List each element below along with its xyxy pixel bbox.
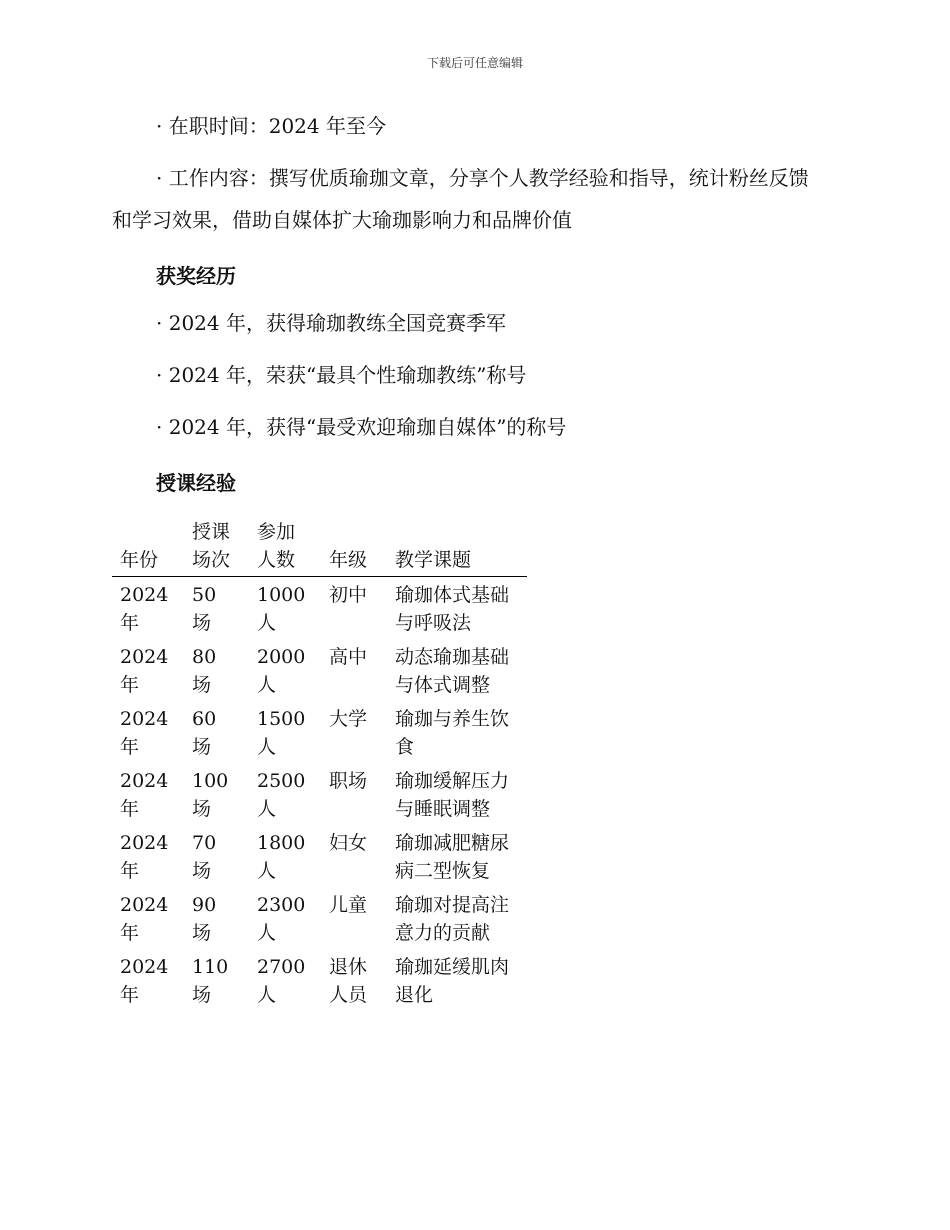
cell-grade: 高中 [329,646,368,668]
cell-sessions: 70 场 [192,832,217,882]
table-row [112,701,527,763]
cell-attendees: 1800 人 [257,832,306,882]
table-row [112,639,527,701]
teaching-heading: 授课经验 [156,471,236,495]
table-row [112,949,527,1011]
cell-attendees: 2000 人 [257,646,306,696]
table-row [112,825,527,887]
cell-year: 2024 年 [120,894,169,944]
column-header-topic: 教学课题 [387,518,527,577]
column-header-sessions: 授课场次 [184,518,249,577]
cell-topic: 瑜珈缓解压力与睡眠调整 [395,770,510,820]
cell-topic: 瑜珈体式基础与呼吸法 [395,584,510,634]
cell-year: 2024 年 [120,584,169,634]
cell-attendees: 1500 人 [257,708,306,758]
cell-grade: 儿童 [329,894,368,916]
cell-attendees: 2300 人 [257,894,306,944]
cell-sessions: 100 场 [192,770,229,820]
job-period: · 在职时间：2024 年至今 [156,114,386,138]
cell-sessions: 90 场 [192,894,217,944]
cell-year: 2024 年 [120,956,169,1006]
table-header-row [112,518,527,577]
award-item-1: · 2024 年，获得瑜珈教练全国竞赛季军 [156,311,506,335]
award-item-3: · 2024 年，获得“最受欢迎瑜珈自媒体”的称号 [156,415,567,439]
cell-sessions: 50 场 [192,584,217,634]
column-header-grade: 年级 [321,518,387,577]
table-row [112,577,527,640]
cell-topic: 瑜珈减肥糖尿病二型恢复 [395,832,510,882]
cell-sessions: 80 场 [192,646,217,696]
column-header-year: 年份 [112,518,184,577]
cell-year: 2024 年 [120,832,169,882]
table-row [112,887,527,949]
cell-sessions: 60 场 [192,708,217,758]
cell-topic: 瑜珈对提高注意力的贡献 [395,894,510,944]
column-header-attendees: 参加人数 [249,518,321,577]
cell-attendees: 2500 人 [257,770,306,820]
cell-grade: 初中 [329,584,368,606]
cell-attendees: 1000 人 [257,584,306,634]
cell-topic: 瑜珈延缓肌肉退化 [395,956,510,1006]
award-item-2: · 2024 年，荣获“最具个性瑜珈教练”称号 [156,363,527,387]
page-header: 下载后可任意编辑 [426,56,523,70]
cell-topic: 瑜珈与养生饮食 [395,708,510,758]
cell-grade: 大学 [329,708,368,730]
cell-grade: 妇女 [329,832,368,854]
cell-sessions: 110 场 [192,956,229,1006]
cell-attendees: 2700 人 [257,956,306,1006]
table-row [112,763,527,825]
teaching-table [112,518,527,1011]
cell-year: 2024 年 [120,708,169,758]
awards-heading: 获奖经历 [156,264,236,288]
cell-grade: 职场 [329,770,368,792]
cell-year: 2024 年 [120,646,169,696]
cell-year: 2024 年 [120,770,169,820]
cell-grade: 退休人员 [329,956,368,1006]
job-content: · 工作内容：撰写优质瑜珈文章，分享个人教学经验和指导，统计粉丝反馈和学习效果，借助自媒体扩大瑜珈影响力和品牌价值 [112,166,809,232]
cell-topic: 动态瑜珈基础与体式调整 [395,646,510,696]
